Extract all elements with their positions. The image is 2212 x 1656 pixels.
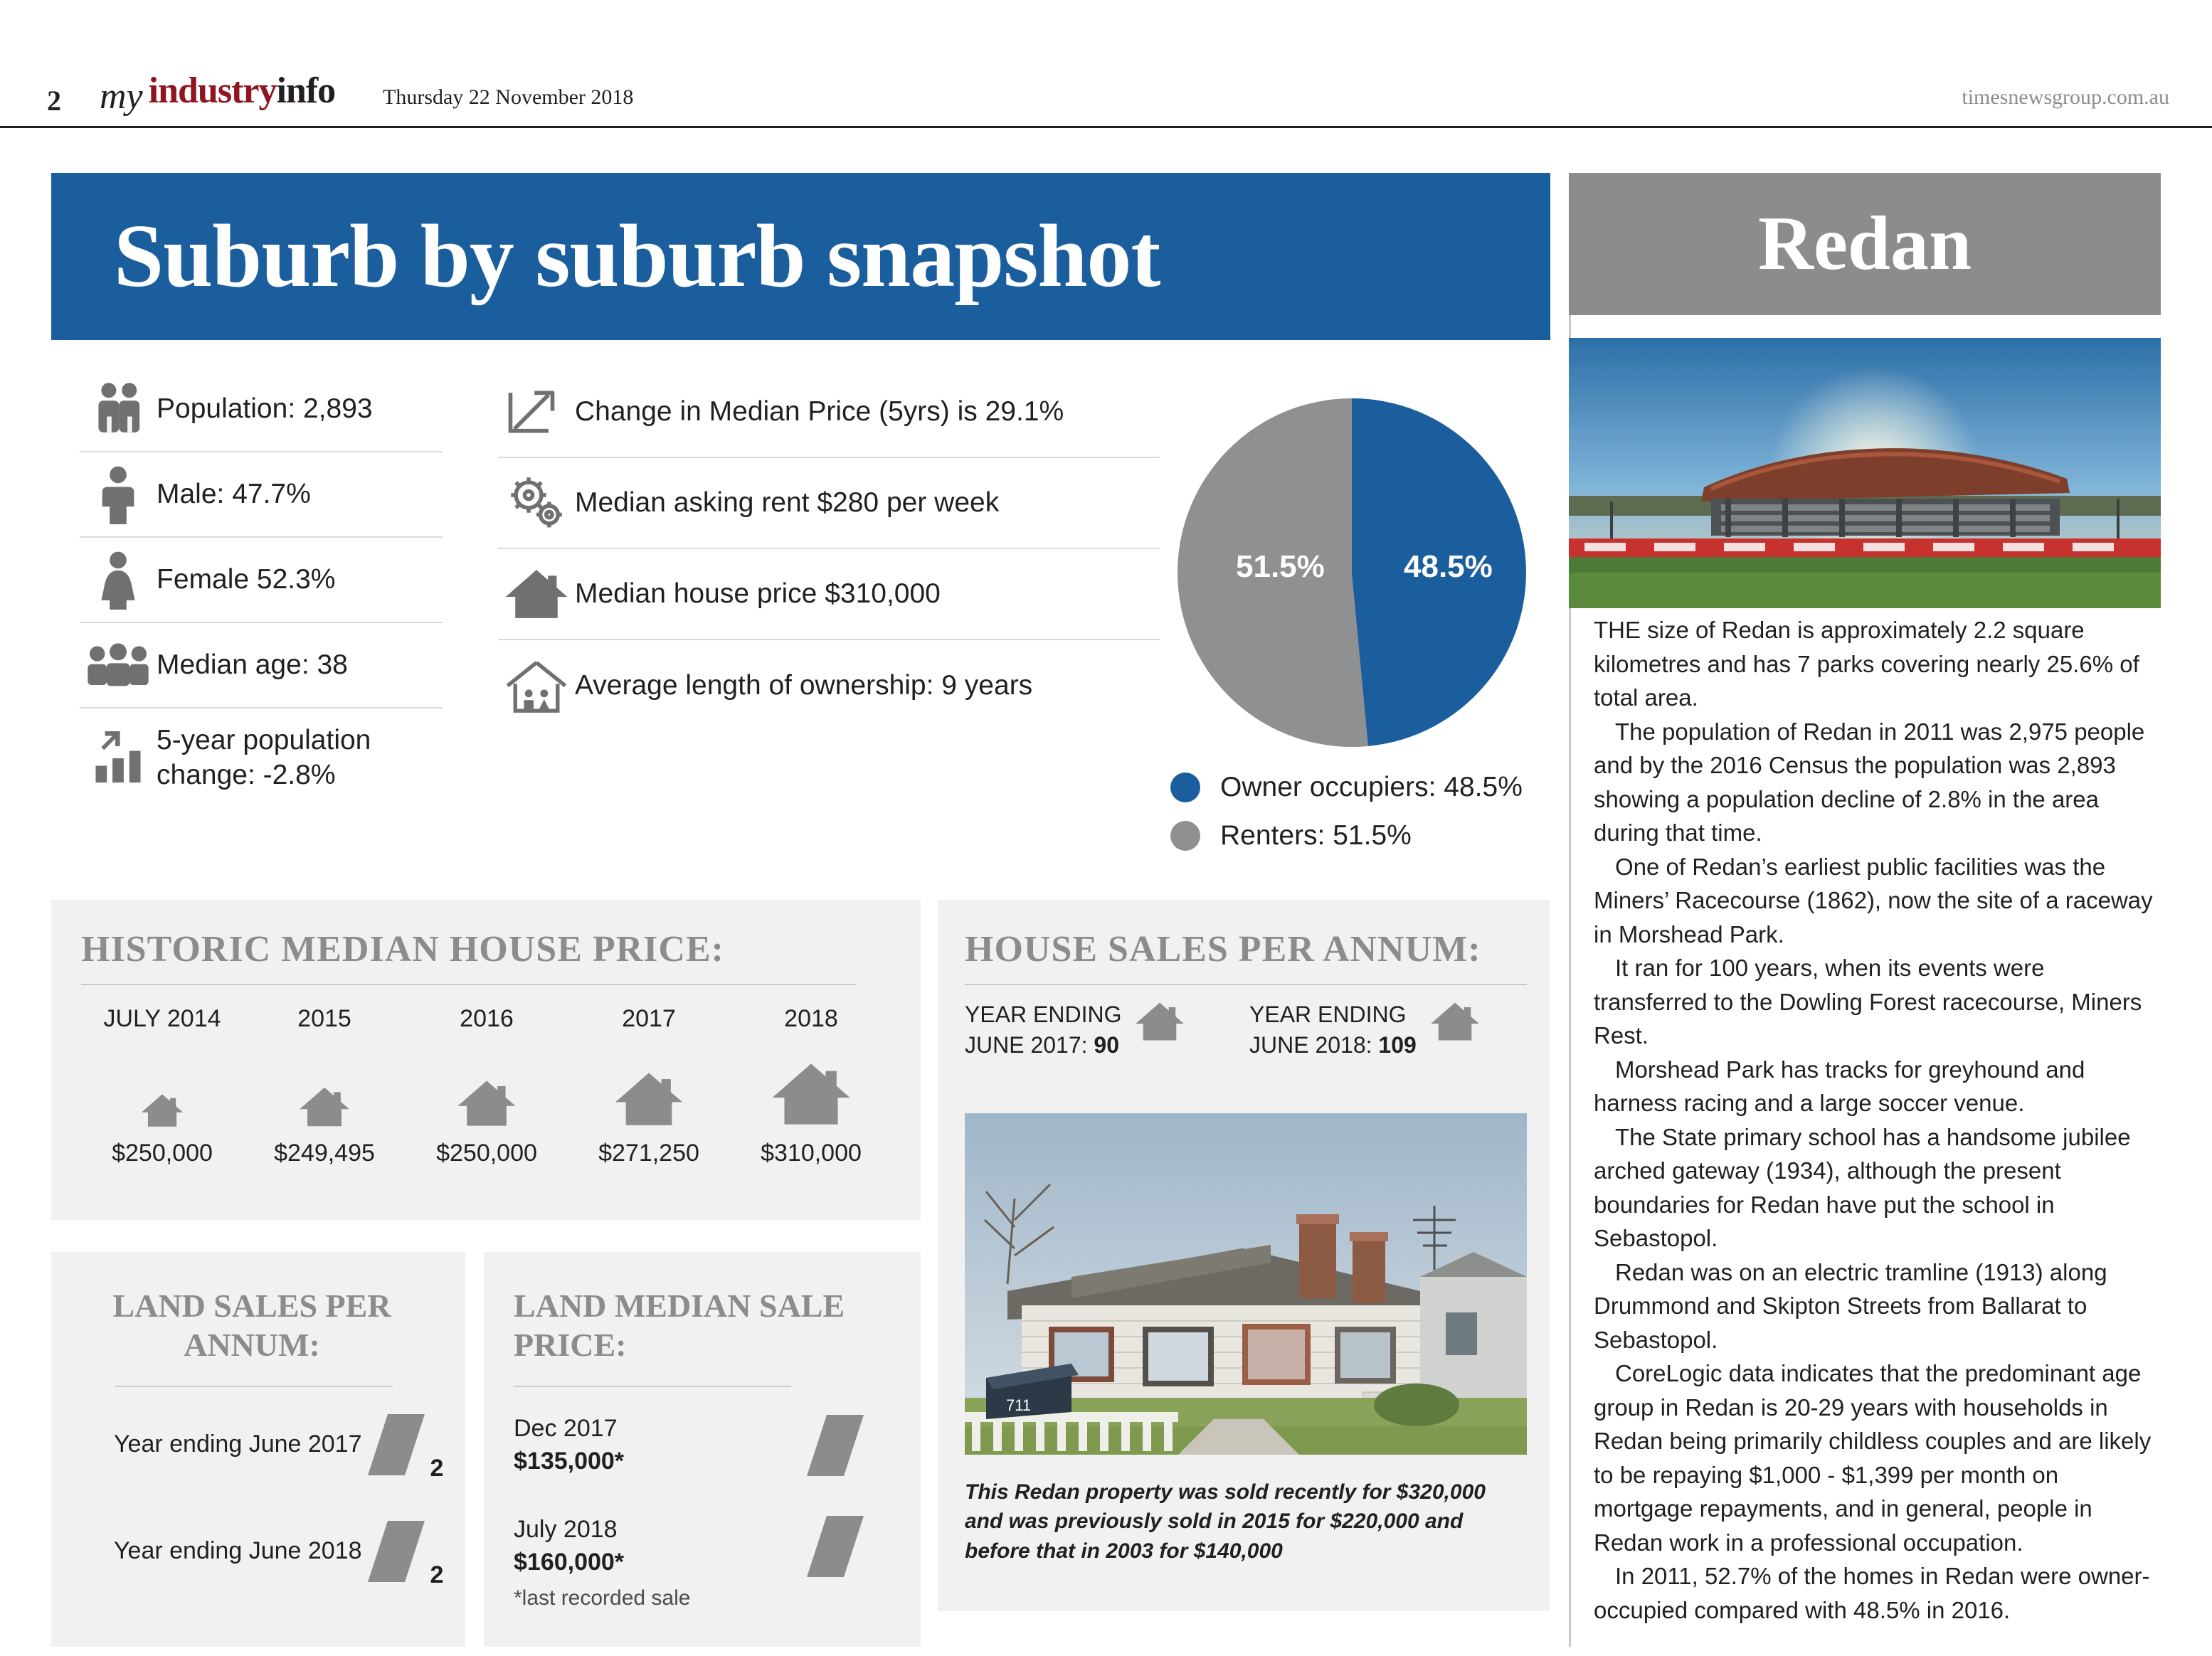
stat-female	[80, 538, 443, 623]
historic-value: $271,250	[598, 1140, 699, 1167]
property-photo-caption: This Redan property was sold recently for $320,000 and was previously sold in 2015 for $220,000 and before that in 2003 for $140,000	[965, 1480, 1486, 1563]
people-icon	[80, 375, 157, 443]
article-paragraph: The State primary school has a handsome jubilee arched gateway (1934), although the present boundaries for Redan have put the school in Sebastopol.	[1594, 1123, 2131, 1252]
logo-industry-text: industry	[148, 70, 277, 111]
slash-bar-icon	[368, 1414, 425, 1475]
house-sales-title: HOUSE SALES PER ANNUM:	[965, 929, 1481, 970]
article-paragraph: The population of Redan in 2011 was 2,975 people and by the 2016 Census the population was 2,893 showing a population decline of 2.8% in the area during that time.	[1594, 718, 2145, 846]
masthead-date: Thursday 22 November 2018	[383, 85, 634, 109]
historic-panel-title: HISTORIC MEDIAN HOUSE PRICE:	[81, 929, 724, 970]
land-sales-divider	[115, 1386, 393, 1387]
house-sales-year-line2: JUNE 2018:	[1249, 1032, 1379, 1058]
stat-population-label: Population: 2,893	[157, 393, 373, 424]
house-sales-count: 109	[1378, 1032, 1417, 1058]
slash-bar-icon	[807, 1516, 864, 1577]
house-sales-divider	[965, 984, 1527, 985]
historic-median-price-panel	[51, 900, 921, 1220]
pie-label-owner: 48.5%	[1404, 549, 1493, 584]
historic-value: $250,000	[436, 1140, 537, 1167]
land-price-entry	[514, 1514, 869, 1579]
stat-median-rent-label: Median asking rent $280 per week	[575, 487, 1000, 518]
article-paragraph: THE size of Redan is approximately 2.2 square kilometres and has 7 parks covering nearly 25.6% of total area.	[1594, 617, 2139, 711]
logo-my-text: my	[100, 76, 143, 117]
property-stats-column	[498, 367, 1160, 731]
land-sales-title: LAND SALES PER ANNUM:	[112, 1288, 391, 1364]
house-sales-item	[1249, 999, 1534, 1061]
stat-female-label: Female 52.3%	[157, 563, 336, 595]
house-sales-panel	[938, 900, 1550, 1611]
legend-dot-grey-icon	[1170, 821, 1200, 851]
house-family-icon	[498, 652, 575, 720]
land-sales-entry-label: Year ending June 2017	[114, 1431, 362, 1458]
house-sales-count: 90	[1094, 1032, 1120, 1058]
land-price-value: $160,000*	[514, 1548, 625, 1576]
house-icon	[1429, 999, 1481, 1044]
article-paragraph: It ran for 100 years, when its events were transferred to the Dowling Forest racecourse, Miners Rest.	[1594, 955, 2142, 1049]
page-title: Suburb by suburb snapshot	[114, 206, 1160, 306]
historic-column	[568, 1005, 730, 1167]
historic-column	[81, 1005, 243, 1167]
gears-icon	[498, 469, 575, 537]
historic-value: $250,000	[112, 1140, 213, 1167]
historic-value: $249,495	[274, 1140, 375, 1167]
house-sales-items	[965, 999, 1534, 1061]
article-paragraph: CoreLogic data indicates that the predominant age group in Redan is 20-29 years with households in Redan being primarily childless couples and are likely to be repaying $1,000 - $1,399 per month on mortgage repayments, and in general, people in Redan work in a professional occupation.	[1594, 1360, 2152, 1556]
stat-ownership-length	[498, 640, 1160, 731]
article-paragraph: One of Redan’s earliest public facilities was the Miners’ Racecourse (1862), now the site of a raceway in Morshead Park.	[1594, 853, 2153, 948]
male-icon	[80, 460, 157, 529]
house-sales-year-line1: YEAR ENDING	[965, 1002, 1122, 1027]
land-price-period: Dec 2017	[514, 1415, 618, 1442]
legend-owner-label: Owner occupiers: 48.5%	[1220, 772, 1523, 802]
land-price-value: $135,000*	[514, 1447, 625, 1475]
historic-year: 2018	[784, 1005, 838, 1032]
land-sales-entry	[114, 1521, 444, 1588]
house-icon	[406, 1044, 568, 1130]
historic-year: 2016	[460, 1005, 514, 1032]
house-icon	[81, 1044, 243, 1130]
page-title-banner	[51, 173, 1550, 340]
demographic-stats-column	[80, 367, 443, 808]
land-price-title: LAND MEDIAN SALE PRICE:	[514, 1288, 845, 1364]
property-photo	[965, 1113, 1527, 1455]
stat-median-price-change	[498, 367, 1160, 458]
group-age-icon	[80, 631, 157, 699]
stat-male-label: Male: 47.7%	[157, 478, 311, 509]
house-icon	[730, 1044, 892, 1130]
stat-population-change	[80, 708, 443, 808]
land-sales-entry	[114, 1414, 444, 1482]
page-number: 2	[47, 85, 61, 117]
land-sales-entry-value: 2	[430, 1455, 444, 1482]
house-sales-year-line1: YEAR ENDING	[1249, 1002, 1407, 1027]
svg-text:711: 711	[1006, 1396, 1032, 1414]
stat-male	[80, 452, 443, 538]
house-sales-item	[965, 999, 1249, 1061]
land-price-period: July 2018	[514, 1516, 618, 1543]
publication-logo	[100, 70, 336, 117]
house-icon	[1134, 999, 1185, 1044]
stat-median-rent	[498, 458, 1160, 549]
land-sales-entry-value: 2	[430, 1561, 444, 1588]
historic-value: $310,000	[761, 1140, 862, 1167]
pie-label-renter: 51.5%	[1236, 549, 1325, 584]
legend-item-owner	[1170, 772, 1612, 803]
suburb-name: Redan	[1757, 201, 1972, 286]
stat-median-house-price	[498, 549, 1160, 640]
land-median-price-panel	[484, 1252, 921, 1647]
historic-divider	[81, 984, 857, 985]
legend-renter-label: Renters: 51.5%	[1220, 820, 1412, 851]
trend-arrow-icon	[498, 378, 575, 446]
masthead	[0, 0, 2212, 128]
bar-chart-arrow-icon	[80, 724, 157, 792]
house-icon	[498, 560, 575, 628]
stat-median-age	[80, 623, 443, 708]
land-price-divider	[514, 1386, 791, 1387]
female-icon	[80, 546, 157, 614]
historic-columns	[81, 1005, 892, 1167]
slash-bar-icon	[807, 1415, 864, 1476]
stat-population-change-label: 5-year population change: -2.8%	[157, 725, 371, 790]
land-price-note: *last recorded sale	[514, 1586, 691, 1610]
historic-column	[406, 1005, 568, 1167]
article-paragraph: In 2011, 52.7% of the homes in Redan were owner-occupied compared with 48.5% in 2016.	[1594, 1563, 2150, 1623]
historic-year: 2017	[622, 1005, 676, 1032]
stat-population	[80, 367, 443, 452]
house-sales-year-line2: JUNE 2017:	[965, 1032, 1094, 1058]
legend-dot-blue-icon	[1170, 773, 1200, 802]
stat-ownership-length-label: Average length of ownership: 9 years	[575, 669, 1033, 701]
house-icon	[243, 1044, 406, 1130]
historic-year: JULY 2014	[103, 1005, 221, 1032]
pie-legend	[1170, 772, 1612, 869]
slash-bar-icon	[368, 1521, 425, 1582]
ownership-pie-chart	[1178, 398, 1526, 747]
house-icon	[568, 1044, 730, 1130]
logo-info-text: info	[276, 70, 336, 111]
article-paragraph: Redan was on an electric tramline (1913) along Drummond and Skipton Streets from Ballarat to Sebastopol.	[1594, 1258, 2107, 1353]
land-sales-panel	[51, 1252, 465, 1647]
suburb-hero-photo	[1569, 338, 2161, 608]
stat-median-price-change-label: Change in Median Price (5yrs) is 29.1%	[575, 396, 1064, 427]
article-paragraph: Morshead Park has tracks for greyhound and harness racing and a large soccer venue.	[1594, 1056, 2085, 1117]
masthead-website: timesnewsgroup.com.au	[1962, 85, 2169, 109]
suburb-name-banner	[1569, 173, 2161, 315]
suburb-article	[1594, 613, 2156, 1627]
land-price-entry	[514, 1413, 869, 1478]
historic-year: 2015	[297, 1005, 351, 1032]
stat-median-age-label: Median age: 38	[157, 649, 348, 680]
historic-column	[730, 1005, 892, 1167]
stat-median-house-price-label: Median house price $310,000	[575, 578, 941, 609]
historic-column	[243, 1005, 406, 1167]
land-sales-entry-label: Year ending June 2018	[114, 1537, 362, 1565]
legend-item-renter	[1170, 820, 1612, 851]
